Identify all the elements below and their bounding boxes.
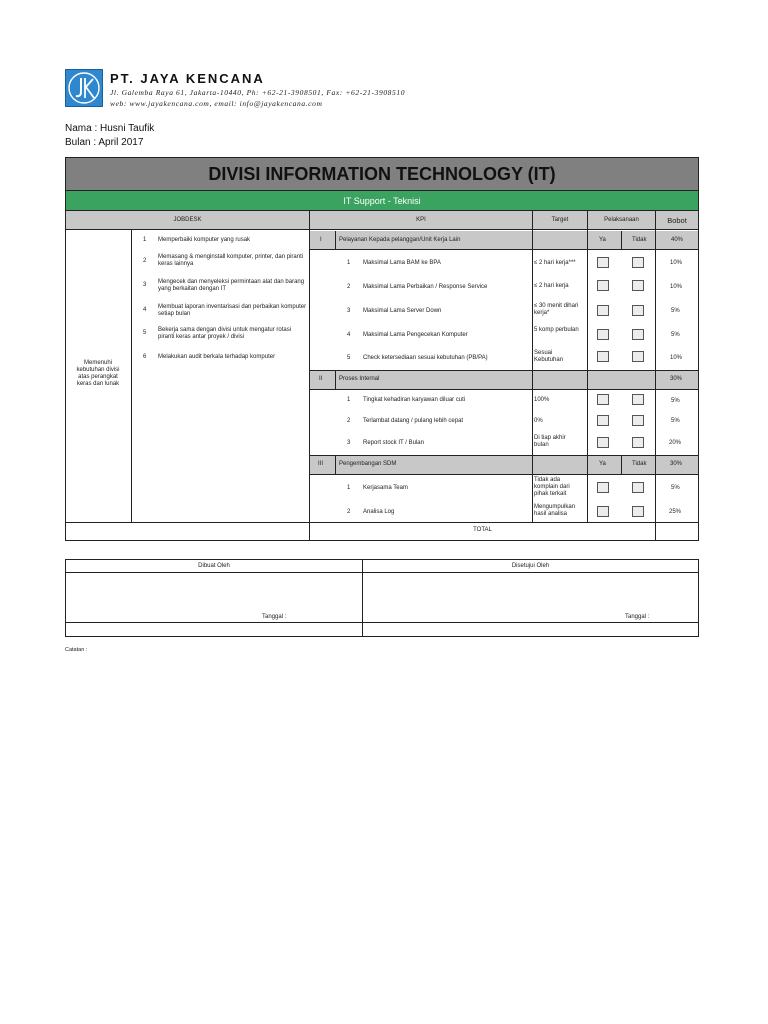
form-subtitle: IT Support - Teknisi xyxy=(66,191,698,211)
kpi-target: 100% xyxy=(534,397,550,403)
jobdesk-number: 4 xyxy=(143,307,147,313)
kpi-target: ≤ 30 menit dihari kerja* xyxy=(534,303,579,316)
section-title: Pengembangan SDM xyxy=(339,461,397,467)
kpi-bobot: 5% xyxy=(671,308,680,314)
checkbox-ya[interactable] xyxy=(597,437,609,448)
divider xyxy=(621,455,622,475)
header-target: Target xyxy=(533,211,587,230)
jobdesk-number: 1 xyxy=(143,237,147,243)
checkbox-tidak[interactable] xyxy=(632,257,644,268)
section-number: I xyxy=(320,237,322,243)
tanggal-left: Tanggal : xyxy=(262,614,287,620)
section-number: III xyxy=(318,461,324,467)
kpi-target: Sesuai Kebutuhan xyxy=(534,350,564,363)
kpi-bobot: 25% xyxy=(669,509,682,515)
kpi-bobot: 5% xyxy=(671,485,680,491)
kpi-number: 3 xyxy=(347,308,351,314)
kpi-bobot: 20% xyxy=(669,440,682,446)
signature-table xyxy=(65,559,699,637)
section-header xyxy=(533,455,587,475)
company-logo xyxy=(65,69,103,107)
kpi-item: Tingkat kehadiran karyawan diluar cuti xyxy=(363,397,466,403)
divider xyxy=(362,559,363,637)
checkbox-ya[interactable] xyxy=(597,329,609,340)
kpi-target: Di tiap akhir bulan xyxy=(534,435,566,448)
checkbox-tidak[interactable] xyxy=(632,394,644,405)
checkbox-tidak[interactable] xyxy=(632,305,644,316)
kpi-item: Maksimal Lama BAM ke BPA xyxy=(363,260,441,266)
kpi-target: ≤ 2 hari kerja*** xyxy=(534,260,576,266)
kpi-bobot: 5% xyxy=(671,332,680,338)
label-tidak: Tidak xyxy=(632,461,647,467)
section-title: Pelayanan Kepada pelanggan/Unit Kerja Lain xyxy=(339,237,461,243)
kpi-target: 0% xyxy=(534,418,543,424)
divider xyxy=(587,211,588,522)
checkbox-tidak[interactable] xyxy=(632,482,644,493)
jobdesk-number: 6 xyxy=(143,354,147,360)
jobdesk-item: Membuat laporan inventarisasi dan perbaikan komputer setiap bulan xyxy=(158,304,307,317)
label-tidak: Tidak xyxy=(632,237,647,243)
kpi-target: 5 komp perbulan xyxy=(534,327,579,333)
section-header xyxy=(533,370,587,390)
jobdesk-item: Memperbaiki komputer yang rusak xyxy=(158,237,251,243)
section-bobot: 40% xyxy=(671,237,684,243)
jobdesk-item: Bekerja sama dengan divisi untuk mengatur rotasi piranti keras antar proyek / divisi xyxy=(158,327,292,340)
kpi-bobot: 5% xyxy=(671,398,680,404)
divider xyxy=(335,455,336,475)
company-web-email: web: www.jayakencana.com, email: info@jayakencana.com xyxy=(110,99,323,108)
checkbox-ya[interactable] xyxy=(597,415,609,426)
divider xyxy=(65,572,699,573)
kpi-bobot: 10% xyxy=(670,355,683,361)
header-jobdesk: JOBDESK xyxy=(66,211,309,230)
kpi-number: 5 xyxy=(347,355,351,361)
checkbox-ya[interactable] xyxy=(597,351,609,362)
kpi-number: 2 xyxy=(347,418,351,424)
kpi-number: 4 xyxy=(347,332,351,338)
divider xyxy=(335,231,336,250)
kpi-item: Maksimal Lama Perbaikan / Response Service xyxy=(363,284,488,290)
section-title: Proses Internal xyxy=(339,376,380,382)
kpi-bobot: 10% xyxy=(670,284,683,290)
kpi-item: Terlambat datang / pulang lebih cepat xyxy=(363,418,464,424)
divider xyxy=(131,230,132,522)
header-bobot: Bobot xyxy=(656,211,698,230)
divider xyxy=(65,522,310,523)
kpi-item: Maksimal Lama Pengecekan Komputer xyxy=(363,332,468,338)
jobdesk-item: Memasang & menginstall komputer, printer, dan piranti keras lainnya xyxy=(158,254,304,267)
kpi-target: Tidak ada komplain dari pihak terkait xyxy=(534,477,570,497)
checkbox-ya[interactable] xyxy=(597,394,609,405)
form-title: DIVISI INFORMATION TECHNOLOGY (IT) xyxy=(66,158,698,191)
kpi-number: 1 xyxy=(347,260,351,266)
disetujui-oleh-label: Disetujui Oleh xyxy=(511,563,550,569)
report-month: Bulan : April 2017 xyxy=(65,137,144,148)
jobdesk-item: Mengecek dan menyeleksi permintaan alat dan barang yang berkaitan dengan IT xyxy=(158,279,305,292)
checkbox-ya[interactable] xyxy=(597,257,609,268)
kpi-number: 3 xyxy=(347,440,351,446)
divider xyxy=(309,522,699,523)
kpi-item: Report stock IT / Bulan xyxy=(363,440,424,446)
kpi-bobot: 10% xyxy=(670,260,683,266)
jobdesk-number: 5 xyxy=(143,330,147,336)
kpi-number: 1 xyxy=(347,485,351,491)
section-header xyxy=(588,370,655,390)
kpi-target: Mengumpulkan hasil analisa xyxy=(534,504,576,517)
checkbox-tidak[interactable] xyxy=(632,437,644,448)
header-kpi: KPI xyxy=(310,211,532,230)
section-bobot: 30% xyxy=(670,376,683,382)
kpi-item: Analisa Log xyxy=(363,509,395,515)
label-ya: Ya xyxy=(599,237,606,243)
divider xyxy=(65,622,699,623)
checkbox-tidak[interactable] xyxy=(632,415,644,426)
checkbox-tidak[interactable] xyxy=(632,351,644,362)
jobdesk-number: 2 xyxy=(143,258,147,264)
total-label: TOTAL xyxy=(473,527,492,533)
header-pelaksanaan: Pelaksanaan xyxy=(588,211,655,230)
company-name: PT. JAYA KENCANA xyxy=(110,71,265,86)
checkbox-ya[interactable] xyxy=(597,482,609,493)
job-area: Memenuhi kebutuhan divisi atas perangkat keras dan lunak xyxy=(76,360,120,387)
divider xyxy=(335,370,336,390)
jobdesk-item: Melakukan audit berkala terhadap komputer xyxy=(158,354,276,360)
divider xyxy=(621,231,622,250)
kpi-item: Check ketersediaan sesuai kebutuhan (PB/PA) xyxy=(363,355,488,361)
kpi-bobot: 5% xyxy=(671,418,680,424)
section-header xyxy=(533,231,587,250)
checkbox-tidak[interactable] xyxy=(632,329,644,340)
kpi-item: Kerjasama Team xyxy=(363,485,408,491)
kpi-number: 1 xyxy=(347,397,351,403)
checkbox-tidak[interactable] xyxy=(632,280,644,291)
jobdesk-number: 3 xyxy=(143,282,147,288)
checkbox-ya[interactable] xyxy=(597,280,609,291)
tanggal-right: Tanggal : xyxy=(625,614,650,620)
company-address: Jl. Galemba Raya 61, Jakarta-10440, Ph: +62-21-3908501, Fax: +62-21-3908510 xyxy=(110,88,406,97)
kpi-number: 2 xyxy=(347,509,351,515)
divider xyxy=(532,211,533,522)
section-number: II xyxy=(319,376,323,382)
checkbox-tidak[interactable] xyxy=(632,506,644,517)
employee-name: Nama : Husni Taufik xyxy=(65,123,155,134)
kpi-target: ≤ 2 hari kerja xyxy=(534,283,569,289)
dibuat-oleh-label: Dibuat Oleh xyxy=(198,563,230,569)
section-bobot: 30% xyxy=(670,461,683,467)
checkbox-ya[interactable] xyxy=(597,506,609,517)
label-ya: Ya xyxy=(599,461,606,467)
checkbox-ya[interactable] xyxy=(597,305,609,316)
catatan-label: Catatan : xyxy=(65,647,88,653)
kpi-number: 2 xyxy=(347,284,351,290)
kpi-item: Maksimal Lama Server Down xyxy=(363,308,442,314)
